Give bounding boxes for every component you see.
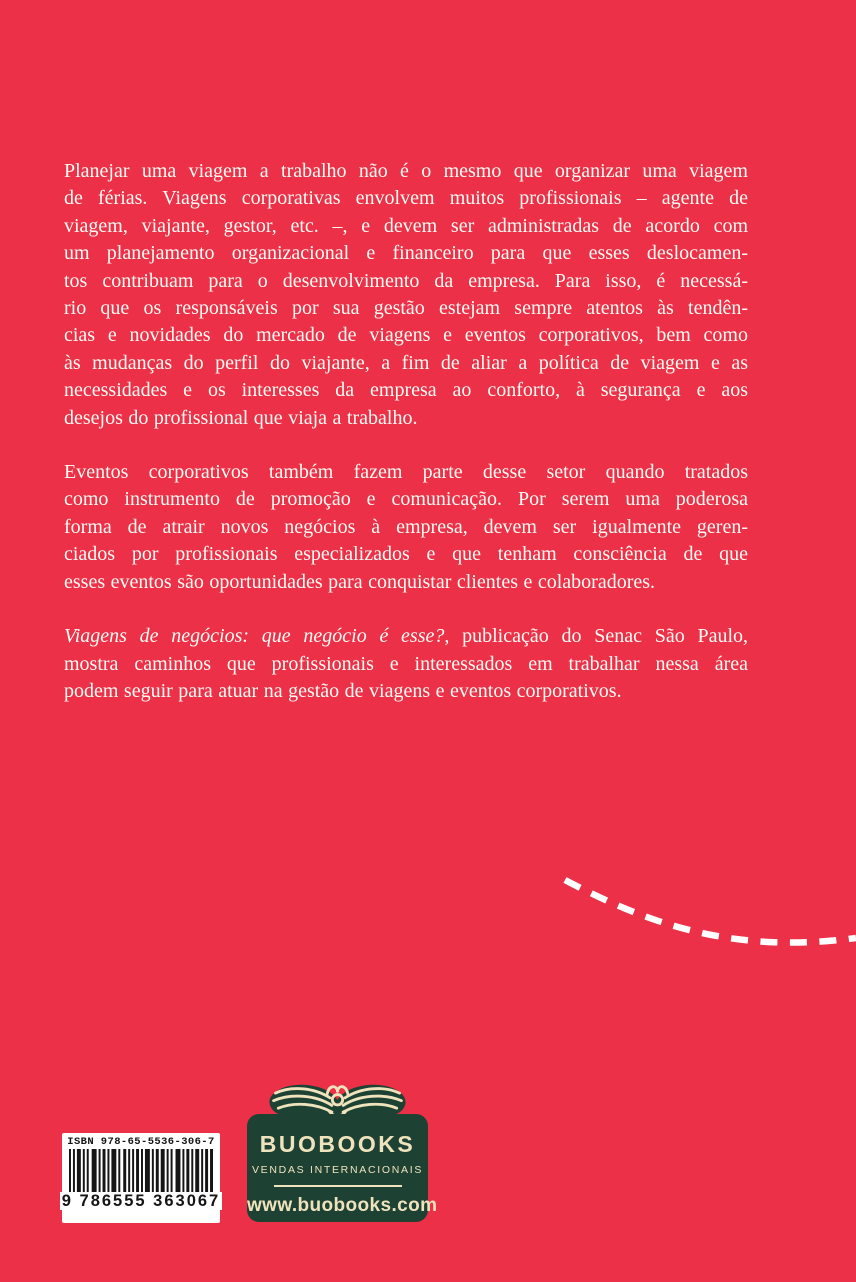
book-title-italic: Viagens de negócios: que negócio é esse? — [64, 625, 445, 648]
blurb-line: mostra caminhos que profissionais e interessados em trabalhar nessa área — [64, 652, 748, 675]
barcode-number: 9 786555 363067 — [61, 1192, 221, 1210]
paragraph-3 — [64, 623, 748, 705]
publisher-tagline: VENDAS INTERNACIONAIS — [251, 1164, 424, 1176]
dashed-curve-decoration — [552, 862, 856, 958]
blurb-line: forma de atrair novos negócios à empresa, devem ser igualmente geren- — [64, 515, 748, 538]
blurb-line: podem seguir para atuar na gestão de viagens e eventos corporativos. — [64, 679, 622, 702]
blurb-line: desejos do profissional que viaja a trabalho. — [64, 406, 418, 429]
isbn-barcode — [62, 1133, 220, 1223]
blurb-text — [64, 158, 748, 705]
blurb-line — [64, 623, 748, 650]
publisher-badge-box — [247, 1114, 438, 1222]
blurb-line: esses eventos são oportunidades para conquistar clientes e colaboradores. — [64, 570, 656, 593]
paragraph-1 — [64, 158, 748, 432]
blurb-line: Planejar uma viagem a trabalho não é o mesmo que organizar uma viagem — [64, 160, 748, 182]
publisher-website: www.buobooks.com — [247, 1194, 438, 1216]
paragraph-2 — [64, 459, 748, 596]
isbn-label: ISBN 978-65-5536-306-7 — [67, 1136, 215, 1148]
blurb-line: rio que os responsáveis por sua gestão estejam sempre atentos às tendên- — [64, 297, 748, 320]
blurb-line: como instrumento de promoção e comunicação. Por serem uma poderosa — [64, 488, 748, 511]
paragraph-3-line-1-rest: , publicação do Senac São Paulo, — [444, 625, 749, 648]
blurb-line: às mudanças do perfil do viajante, a fim de aliar a política de viagem e as — [64, 351, 748, 374]
blurb-line: um planejamento organizacional e financeiro para que esses deslocamen- — [64, 242, 748, 265]
blurb-line: necessidades e os interesses da empresa ao conforto, à segurança e aos — [64, 379, 748, 402]
blurb-line: Eventos corporativos também fazem parte desse setor quando tratados — [64, 461, 748, 484]
publisher-badge — [247, 1080, 438, 1222]
blurb-line: ciados por profissionais especializados e que tenham consciência de que — [64, 543, 748, 566]
blurb-line: tos contribuam para o desenvolvimento da empresa. Para isso, é necessá- — [64, 269, 748, 292]
publisher-name: BUOBOOKS — [259, 1131, 416, 1157]
blurb-line: cias e novidades do mercado de viagens e eventos corporativos, bem como — [64, 324, 748, 347]
blurb-line: viagem, viajante, gestor, etc. –, e devem ser administradas de acordo com — [64, 214, 748, 237]
badge-divider — [274, 1185, 402, 1187]
blurb-line: de férias. Viagens corporativas envolvem muitos profissionais – agente de — [64, 187, 748, 210]
